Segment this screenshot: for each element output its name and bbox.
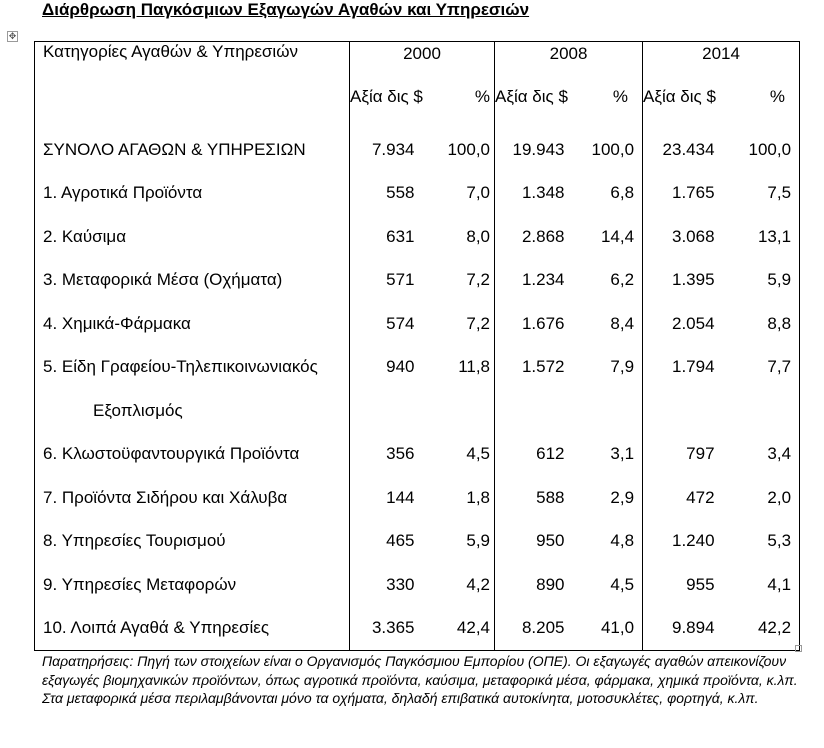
- value-2008: 8.205: [495, 607, 565, 651]
- value-2008: 890: [495, 563, 565, 607]
- pct-2008: 100,0: [591, 139, 635, 159]
- table-row-continuation: [35, 389, 800, 433]
- notes-paragraph: Παρατηρήσεις: Πηγή των στοιχείων είναι ο Οργανισμός Παγκόσμιου Εμπορίου (ΟΠΕ). Οι εξαγωγές αγαθών απεικονίζουν εξαγωγές βιομηχανικών προϊόντων, όπως αγροτικά προϊόντα, καύσιμα, μεταφορικά μέσα, φάρμακα, χημικά προϊόντα, κ.λπ. Στα μεταφορικά μέσα περιλαμβάνονται μόνο τα οχήματα, δηλαδή επιβατικά αυτοκίνητα, μοτοσυκλέτες, φορτηγά, κ.λπ.: [42, 653, 798, 706]
- value-2000: 558: [386, 183, 415, 203]
- value-2008: 588: [495, 476, 565, 520]
- table-row-total: [35, 128, 800, 172]
- pct-2000: 42,4: [415, 607, 495, 651]
- pct-2014: 7,5: [715, 172, 800, 216]
- value-2014: 3.068: [643, 215, 715, 259]
- empty-cell: [495, 389, 565, 433]
- pct-2008: 8,4: [610, 313, 635, 333]
- empty-cell: [715, 389, 800, 433]
- table-row: [35, 302, 800, 346]
- value-2008: 1.234: [495, 259, 565, 303]
- value-2008: 19.943: [495, 128, 565, 172]
- pct-2000: 7,2: [466, 313, 491, 333]
- row-label: 4. Χημικά-Φάρμακα: [35, 302, 350, 346]
- row-label: 7. Προϊόντα Σιδήρου και Χάλυβα: [35, 476, 350, 520]
- value-2014: 9.894: [643, 607, 715, 651]
- pct-2014: 8,8: [715, 302, 800, 346]
- value-2014: 1.240: [643, 520, 715, 564]
- pct-2000: 5,9: [466, 531, 491, 551]
- value-2014: 1.395: [643, 259, 715, 303]
- empty-cell: [350, 389, 415, 433]
- value-2014: 2.054: [643, 302, 715, 346]
- document-title: Διάρθρωση Παγκόσμιων Εξαγωγών Αγαθών και Υπηρεσιών: [42, 0, 530, 19]
- table-row: [35, 259, 800, 303]
- value-2000: 7.934: [371, 139, 415, 159]
- pct-2014: 42,2: [715, 607, 800, 651]
- pct-2014: 7,7: [715, 346, 800, 390]
- row-label-continuation: Εξοπλισμός: [35, 389, 350, 433]
- value-2000: 144: [386, 487, 415, 507]
- pct-subheader-2014: %: [715, 66, 800, 128]
- pct-2008: 6,2: [610, 270, 635, 290]
- value-2000: 574: [386, 313, 415, 333]
- pct-subheader-2000: %: [474, 87, 491, 106]
- row-label: 6. Κλωστοϋφαντουργικά Προϊόντα: [35, 433, 350, 477]
- value-subheader-2014: Αξία δις $: [643, 66, 715, 128]
- value-subheader-2000: Αξία δις $: [350, 87, 423, 106]
- category-column-header: Κατηγορίες Αγαθών & Υπηρεσιών: [35, 42, 350, 129]
- value-2014: 1.794: [643, 346, 715, 390]
- pct-2014: 5,3: [715, 520, 800, 564]
- year-header-2014: 2014: [643, 42, 800, 67]
- exports-table: [34, 41, 800, 651]
- value-2008: 612: [495, 433, 565, 477]
- table-resize-handle[interactable]: [795, 645, 802, 652]
- table-row: [35, 563, 800, 607]
- row-label: 2. Καύσιμα: [35, 215, 350, 259]
- value-2008: 1.676: [495, 302, 565, 346]
- pct-2014: 13,1: [715, 215, 800, 259]
- value-2000: 356: [386, 444, 415, 464]
- pct-2000: 7,2: [466, 270, 491, 290]
- table-row: [35, 172, 800, 216]
- value-2014: 472: [643, 476, 715, 520]
- row-label: 1. Αγροτικά Προϊόντα: [35, 172, 350, 216]
- pct-2000: 11,8: [458, 357, 491, 377]
- table-row: [35, 607, 800, 651]
- pct-2014: 4,1: [715, 563, 800, 607]
- row-label: 5. Είδη Γραφείου-Τηλεπικοινωνιακός: [35, 346, 350, 390]
- value-2000: 940: [386, 357, 415, 377]
- pct-2008: 7,9: [610, 357, 635, 377]
- year-header-2008: 2008: [495, 42, 643, 67]
- move-handle-icon[interactable]: ✥: [8, 31, 17, 41]
- value-2008: 2.868: [495, 215, 565, 259]
- pct-2000: 8,0: [466, 226, 491, 246]
- empty-cell: [643, 389, 715, 433]
- value-2014: 1.765: [643, 172, 715, 216]
- empty-cell: [565, 389, 643, 433]
- table-row: [35, 346, 800, 390]
- value-2008: 1.348: [495, 172, 565, 216]
- pct-2008: 41,0: [565, 607, 643, 651]
- empty-cell: [415, 389, 495, 433]
- value-2000: 3.365: [350, 607, 415, 651]
- pct-2000: 100,0: [447, 139, 491, 159]
- pct-2000: 7,0: [466, 183, 491, 203]
- pct-2014: 2,0: [715, 476, 800, 520]
- row-label: 3. Μεταφορικά Μέσα (Οχήματα): [35, 259, 350, 303]
- value-2014: 797: [643, 433, 715, 477]
- pct-2000: 4,5: [466, 444, 491, 464]
- pct-2014: 5,9: [715, 259, 800, 303]
- value-2000: 465: [386, 531, 415, 551]
- pct-subheader-2008: %: [612, 87, 629, 106]
- value-2000: 571: [386, 270, 415, 290]
- pct-2014: 100,0: [715, 128, 800, 172]
- row-label: 9. Υπηρεσίες Μεταφορών: [35, 563, 350, 607]
- value-2014: 955: [643, 563, 715, 607]
- table-row: [35, 215, 800, 259]
- row-label: ΣΥΝΟΛΟ ΑΓΑΘΩΝ & ΥΠΗΡΕΣΙΩΝ: [35, 128, 350, 172]
- row-label: 8. Υπηρεσίες Τουρισμού: [35, 520, 350, 564]
- pct-2008: 6,8: [610, 183, 635, 203]
- pct-2008: 4,5: [610, 574, 635, 594]
- value-2008: 950: [495, 520, 565, 564]
- pct-2008: 14,4: [600, 226, 635, 246]
- table-row: [35, 476, 800, 520]
- table-row: [35, 433, 800, 477]
- value-2008: 1.572: [495, 346, 565, 390]
- year-header-2000: 2000: [350, 42, 495, 67]
- pct-2014: 3,4: [715, 433, 800, 477]
- pct-2000: 1,8: [466, 487, 491, 507]
- pct-2000: 4,2: [466, 574, 491, 594]
- row-label: 10. Λοιπά Αγαθά & Υπηρεσίες: [35, 607, 350, 651]
- value-subheader-2008: Αξία δις $: [495, 66, 565, 128]
- pct-2008: 4,8: [610, 531, 635, 551]
- value-2014: 23.434: [643, 128, 715, 172]
- value-2000: 631: [386, 226, 415, 246]
- pct-2008: 3,1: [610, 444, 635, 464]
- table-row: [35, 520, 800, 564]
- pct-2008: 2,9: [610, 487, 635, 507]
- value-2000: 330: [386, 574, 415, 594]
